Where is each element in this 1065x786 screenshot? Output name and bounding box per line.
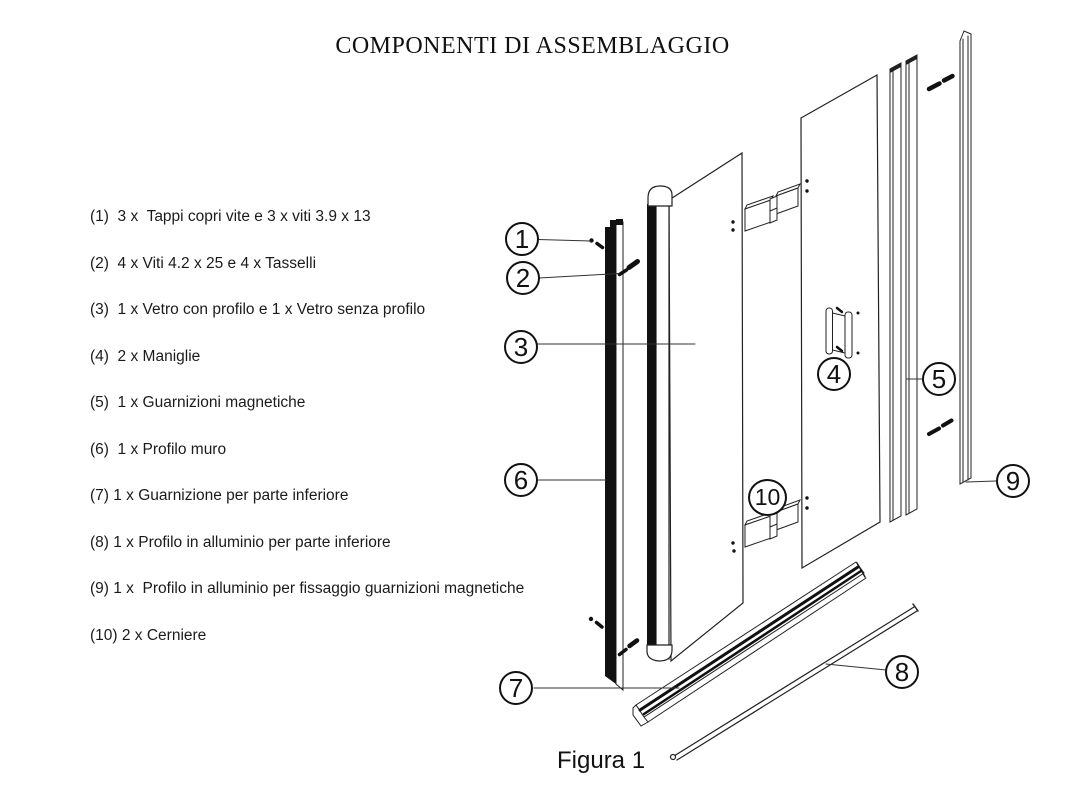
- parts-list-item-4: (4) 2 x Maniglie: [90, 347, 201, 365]
- callout-4: 4: [817, 357, 851, 391]
- parts-list-item-7: (7) 1 x Guarnizione per parte inferiore: [90, 487, 349, 504]
- parts-list-item-9: (9) 1 x Profilo in alluminio per fissaggio guarnizioni magnetiche: [90, 580, 525, 597]
- figure-caption: Figura 1: [557, 747, 646, 774]
- parts-list-item-2: (2) 4 x Viti 4.2 x 25 e 4 x Tasselli: [90, 254, 317, 272]
- parts-list-item-6: (6) 1 x Profilo muro: [90, 440, 227, 458]
- callout-1: 1: [505, 222, 539, 256]
- callout-10: 10: [748, 479, 787, 516]
- part-9-gasket-fixing-profile: [960, 31, 971, 484]
- part-10-hinge-top: [745, 184, 800, 231]
- callout-6: 6: [504, 463, 538, 497]
- callout-9: 9: [996, 464, 1030, 498]
- part-3-glass-without-profile: [801, 75, 880, 568]
- part-5-magnetic-gaskets: [890, 55, 917, 522]
- callout-3: 3: [504, 330, 538, 364]
- parts-list-item-5: (5) 1 x Guarnizioni magnetiche: [90, 394, 306, 411]
- parts-list-item-8: (8) 1 x Profilo in alluminio per parte inferiore: [90, 533, 391, 551]
- callout-8: 8: [885, 655, 919, 689]
- parts-list-item-1: (1) 3 x Tappi copri vite e 3 x viti 3.9 x 13: [90, 208, 371, 225]
- part-6-wall-profile: [605, 219, 623, 690]
- callout-5: 5: [922, 362, 956, 396]
- callout-2: 2: [506, 261, 540, 295]
- part-3-glass-with-profile: [647, 153, 743, 661]
- parts-list-item-3: (3) 1 x Vetro con profilo e 1 x Vetro senza profilo: [90, 301, 426, 318]
- parts-list-item-10: (10) 2 x Cerniere: [90, 626, 207, 644]
- page-title: COMPONENTI DI ASSEMBLAGGIO: [335, 33, 730, 59]
- callout-7: 7: [499, 671, 533, 705]
